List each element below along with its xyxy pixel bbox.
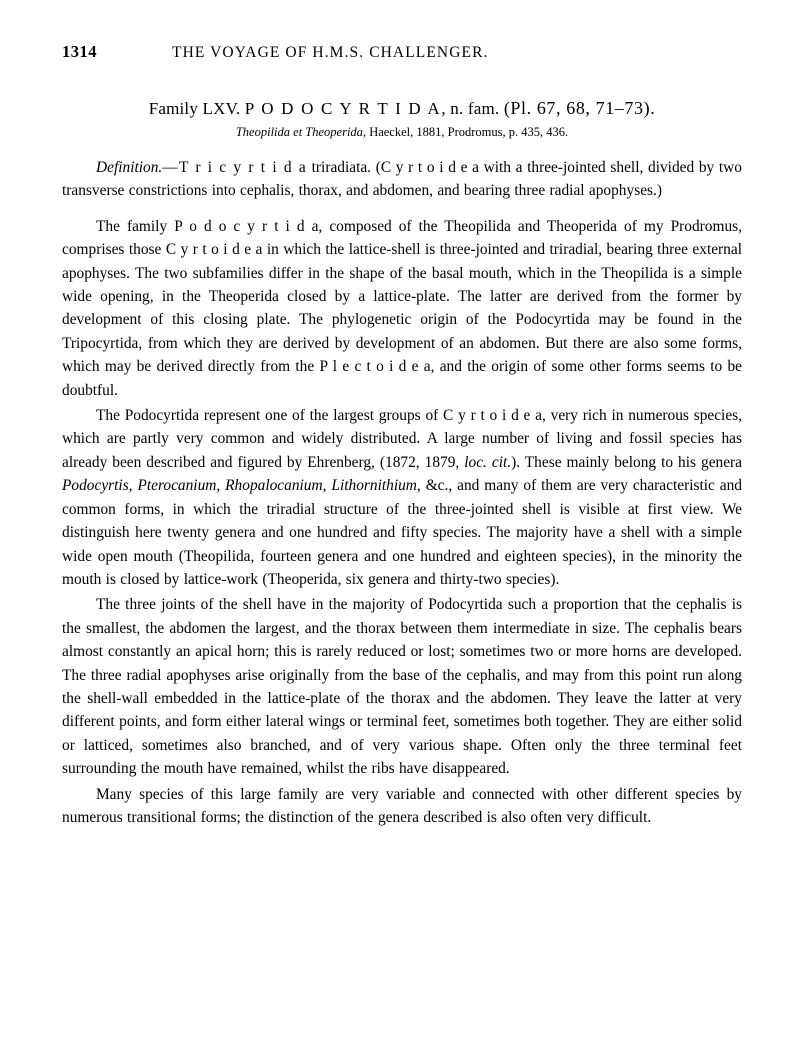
definition-paragraph xyxy=(62,156,742,203)
definition-dash: —T r i c y r t i d a xyxy=(162,159,307,176)
plate-reference: (Pl. 67, 68, 71–73). xyxy=(503,98,656,118)
paragraph-2-italic-1: loc. cit. xyxy=(464,453,512,471)
paragraph-2 xyxy=(62,404,742,591)
synonymy-rest: , Haeckel, 1881, Prodromus, p. 435, 436. xyxy=(362,125,569,139)
synonymy-line xyxy=(62,125,742,140)
paragraph-2-part-b: ). These mainly belong to his genera xyxy=(511,453,743,471)
page-number: 1314 xyxy=(62,42,97,61)
paragraph-spacer xyxy=(62,205,742,215)
paragraph-2-part-a: The Podocyrtida represent one of the largest groups of C y r t o i d e a, very rich in numerous species, which are partly very common and widely distributed. A large number of living and fossil species has already been described and figured by Ehrenberg, (1872, 1879, xyxy=(62,407,742,471)
running-head: THE VOYAGE OF H.M.S. CHALLENGER. xyxy=(172,44,489,61)
family-heading xyxy=(62,98,742,119)
paragraph-2-part-c: &c., and many of them are very characteristic and common forms, in which the triradial structure of the three-jointed shell is visible at first view. We distinguish here twenty genera and one hundred and fifty species. The majority have a shell with a simple wide open mouth (Theopilida, fourteen genera and one hundred and eighteen species), in the minority the mouth is closed by lattice-work (Theoperida, six genera and thirty-two species). xyxy=(62,477,742,588)
family-heading-prefix: Family LXV. xyxy=(148,99,245,118)
paragraph-2-italic-2: Podocyrtis, Pterocanium, Rhopalocanium, Lithornithium, xyxy=(62,477,421,495)
page-header xyxy=(62,42,738,62)
paragraph-3: The three joints of the shell have in the majority of Podocyrtida such a proportion that the cephalis is the smallest, the abdomen the largest, and the thorax between them intermediate in size. The cephalis bears almost constantly an apical horn; this is rarely reduced or lost; sometimes two or more horns are developed. The three radial apophyses arise originally from the base of the cephalis, and may from this point run along the shell-wall embedded in the lattice-plate of the thorax and the abdomen. They leave the latter at very different points, and form either lateral wings or terminal feet, sometimes both together. They are either solid or latticed, sometimes also branched, and of very various shape. Often only the three terminal feet surrounding the mouth have remained, whilst the ribs have disappeared. xyxy=(62,596,742,778)
synonymy-italic: Theopilida et Theoperida xyxy=(235,125,363,139)
paragraph-1: The family P o d o c y r t i d a, composed of the Theopilida and Theoperida of my Prodromus, comprises those C y r t o i d e a in which the lattice-shell is three-jointed and triradial, bearing three external apophyses. The two subfamilies differ in the shape of the basal mouth, which in the Theopilida is a simple wide opening, in the Theoperida closed by a lattice-plate. The latter are derived from the former by development of this closing plate. The phylogenetic origin of the Podocyrtida may be found in the Tripocyrtida, from which they are derived by development of an abdomen. But there are also some forms, which may be derived directly from the P l e c t o i d e a, and the origin of some other forms seems to be doubtful. xyxy=(62,217,742,399)
paragraph-4: Many species of this large family are very variable and connected with other different species by numerous transitional forms; the distinction of the genera described is also often very difficult. xyxy=(62,785,742,826)
family-heading-suffix: , n. fam. xyxy=(441,99,504,118)
definition-label: Definition. xyxy=(96,159,163,176)
definition-text: triradiata. (C y r t o i d e a with a three-jointed shell, divided by two transverse constrictions into cephalis, thorax, and abdomen, and bearing three radial apophyses.) xyxy=(62,159,742,200)
page-content xyxy=(62,90,742,831)
family-name: P O D O C Y R T I D A xyxy=(244,99,442,118)
